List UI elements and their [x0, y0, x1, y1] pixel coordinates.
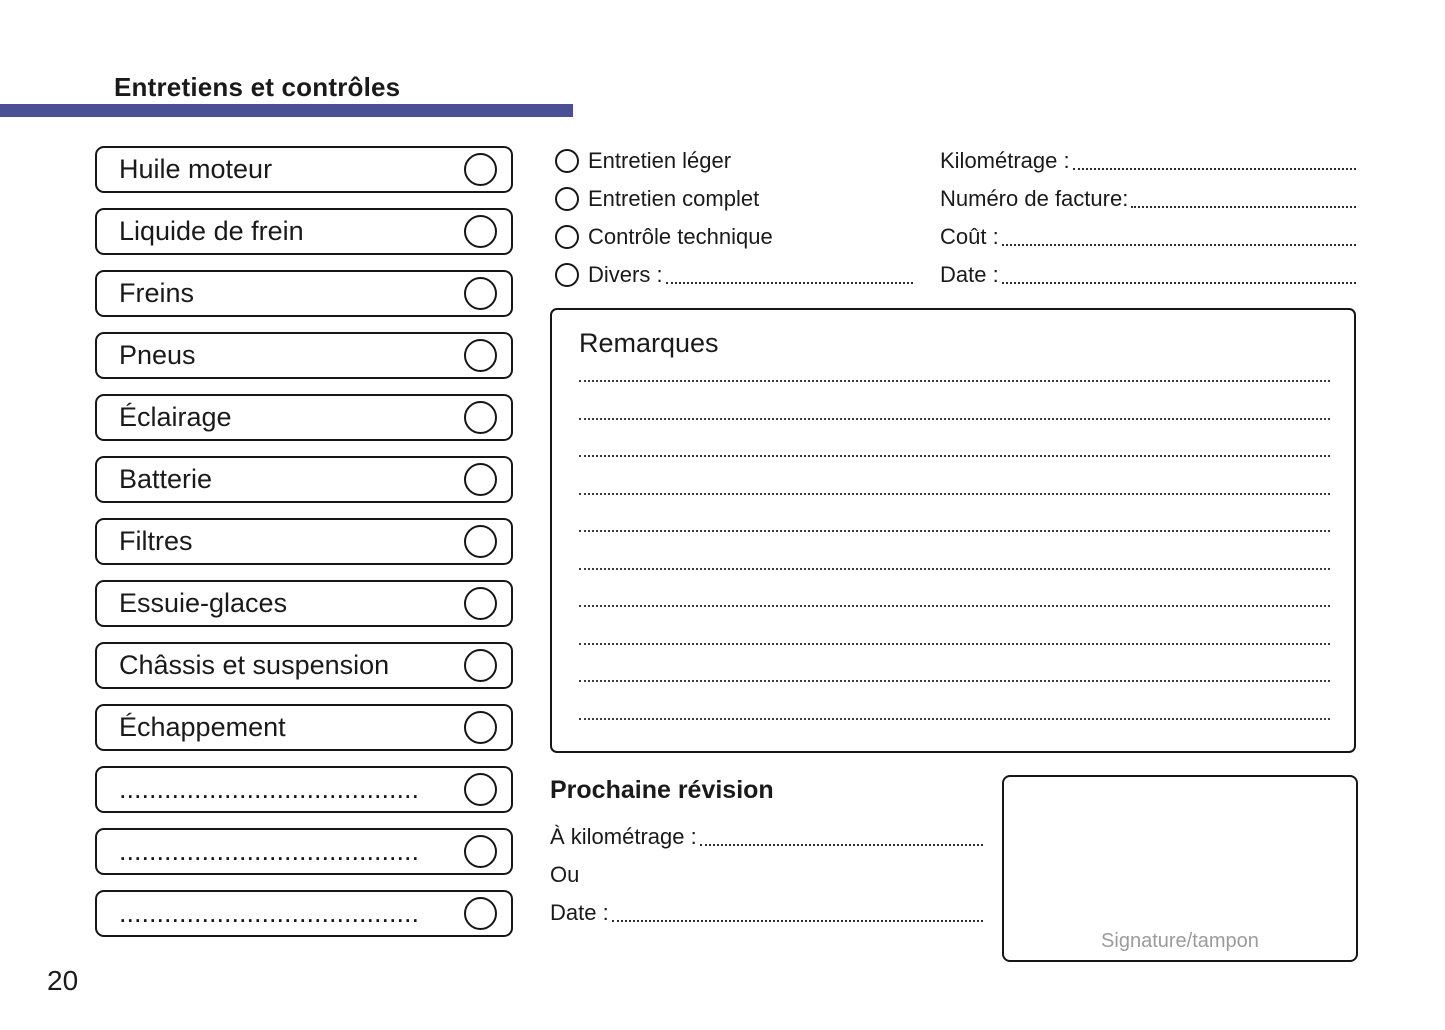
checkbox-circle[interactable]	[464, 153, 497, 186]
remark-ruled-line[interactable]	[579, 418, 1330, 420]
service-type-row	[555, 142, 913, 180]
checklist-row	[95, 270, 513, 317]
checklist-row	[95, 766, 513, 813]
checklist-item-label: Freins	[119, 278, 195, 308]
next-service-label: À kilométrage :	[550, 824, 697, 849]
service-type-label: Entretien léger	[588, 148, 732, 173]
checklist-row	[95, 332, 513, 379]
remark-ruled-line[interactable]	[579, 718, 1330, 720]
checklist-item-label: Pneus	[119, 340, 196, 370]
next-service-rows	[550, 818, 983, 932]
checklist-row	[95, 580, 513, 627]
service-type-options	[555, 142, 913, 294]
accent-bar	[0, 104, 573, 117]
checklist-item-label: Liquide de frein	[119, 216, 304, 246]
remark-ruled-line[interactable]	[579, 568, 1330, 570]
remark-ruled-line[interactable]	[579, 530, 1330, 532]
fill-in-line[interactable]	[1073, 168, 1356, 170]
radio-circle[interactable]	[555, 149, 579, 173]
checkbox-circle[interactable]	[464, 835, 497, 868]
checklist-row	[95, 704, 513, 751]
invoice-field-row	[940, 218, 1356, 256]
invoice-field-row	[940, 180, 1356, 218]
checklist-row	[95, 642, 513, 689]
checkbox-circle[interactable]	[464, 463, 497, 496]
checkbox-circle[interactable]	[464, 897, 497, 930]
checklist-row	[95, 394, 513, 441]
service-type-label: Entretien complet	[588, 186, 760, 211]
checklist-row	[95, 456, 513, 503]
next-service-title: Prochaine révision	[550, 776, 774, 804]
next-service-label: Ou	[550, 862, 580, 887]
checklist-item-label: Filtres	[119, 526, 193, 556]
invoice-field-label: Kilométrage :	[940, 148, 1070, 173]
checklist-row	[95, 828, 513, 875]
remarks-title: Remarques	[579, 328, 719, 358]
service-type-row	[555, 180, 913, 218]
service-type-row	[555, 256, 913, 294]
checklist-item-label: ........................................	[119, 836, 420, 866]
remark-ruled-line[interactable]	[579, 605, 1330, 607]
invoice-field-label: Date :	[940, 262, 999, 287]
service-type-row	[555, 218, 913, 256]
fill-in-line[interactable]	[1002, 282, 1356, 284]
checkbox-circle[interactable]	[464, 525, 497, 558]
remarks-ruled-area	[579, 380, 1330, 755]
checklist-item-label: Essuie-glaces	[119, 588, 288, 618]
fill-in-line[interactable]	[666, 282, 913, 284]
checkbox-circle[interactable]	[464, 339, 497, 372]
checkbox-circle[interactable]	[464, 649, 497, 682]
radio-circle[interactable]	[555, 263, 579, 287]
checkbox-circle[interactable]	[464, 711, 497, 744]
checkbox-circle[interactable]	[464, 215, 497, 248]
checklist-row	[95, 890, 513, 937]
remark-ruled-line[interactable]	[579, 380, 1330, 382]
next-service-row	[550, 818, 983, 856]
remark-ruled-line[interactable]	[579, 493, 1330, 495]
page-number: 20	[47, 965, 79, 996]
fill-in-line[interactable]	[612, 920, 983, 922]
next-service-row	[550, 894, 983, 932]
checklist-item-label: Huile moteur	[119, 154, 273, 184]
checklist-item-label: Échappement	[119, 712, 286, 742]
checklist-item-label: ........................................	[119, 774, 420, 804]
next-service-section	[550, 776, 983, 932]
fill-in-line[interactable]	[1002, 244, 1356, 246]
remarks-box	[550, 308, 1356, 753]
remark-ruled-line[interactable]	[579, 455, 1330, 457]
radio-circle[interactable]	[555, 225, 579, 249]
invoice-field-row	[940, 256, 1356, 294]
invoice-field-label: Coût :	[940, 224, 999, 249]
radio-circle[interactable]	[555, 187, 579, 211]
invoice-field-label: Numéro de facture:	[940, 186, 1129, 211]
checkbox-circle[interactable]	[464, 277, 497, 310]
next-service-label: Date :	[550, 900, 609, 925]
fill-in-line[interactable]	[1131, 206, 1356, 208]
checkbox-circle[interactable]	[464, 587, 497, 620]
checklist-item-label: Éclairage	[119, 402, 232, 432]
checklist-row	[95, 146, 513, 193]
signature-box[interactable]	[1002, 775, 1358, 962]
checklist-item-label: ........................................	[119, 898, 420, 928]
invoice-fields	[940, 142, 1356, 294]
signature-label: Signature/tampon	[1101, 930, 1259, 952]
remark-ruled-line[interactable]	[579, 643, 1330, 645]
checkbox-circle[interactable]	[464, 401, 497, 434]
checklist-row	[95, 208, 513, 255]
next-service-row	[550, 856, 983, 894]
checklist-item-label: Batterie	[119, 464, 213, 494]
maintenance-checklist	[95, 146, 513, 952]
page-title: Entretiens et contrôles	[114, 72, 401, 102]
remark-ruled-line[interactable]	[579, 680, 1330, 682]
fill-in-line[interactable]	[700, 844, 983, 846]
checklist-row	[95, 518, 513, 565]
checkbox-circle[interactable]	[464, 773, 497, 806]
checklist-item-label: Châssis et suspension	[119, 650, 390, 680]
invoice-field-row	[940, 142, 1356, 180]
service-type-label: Contrôle technique	[588, 224, 773, 249]
service-type-label: Divers :	[588, 262, 663, 287]
